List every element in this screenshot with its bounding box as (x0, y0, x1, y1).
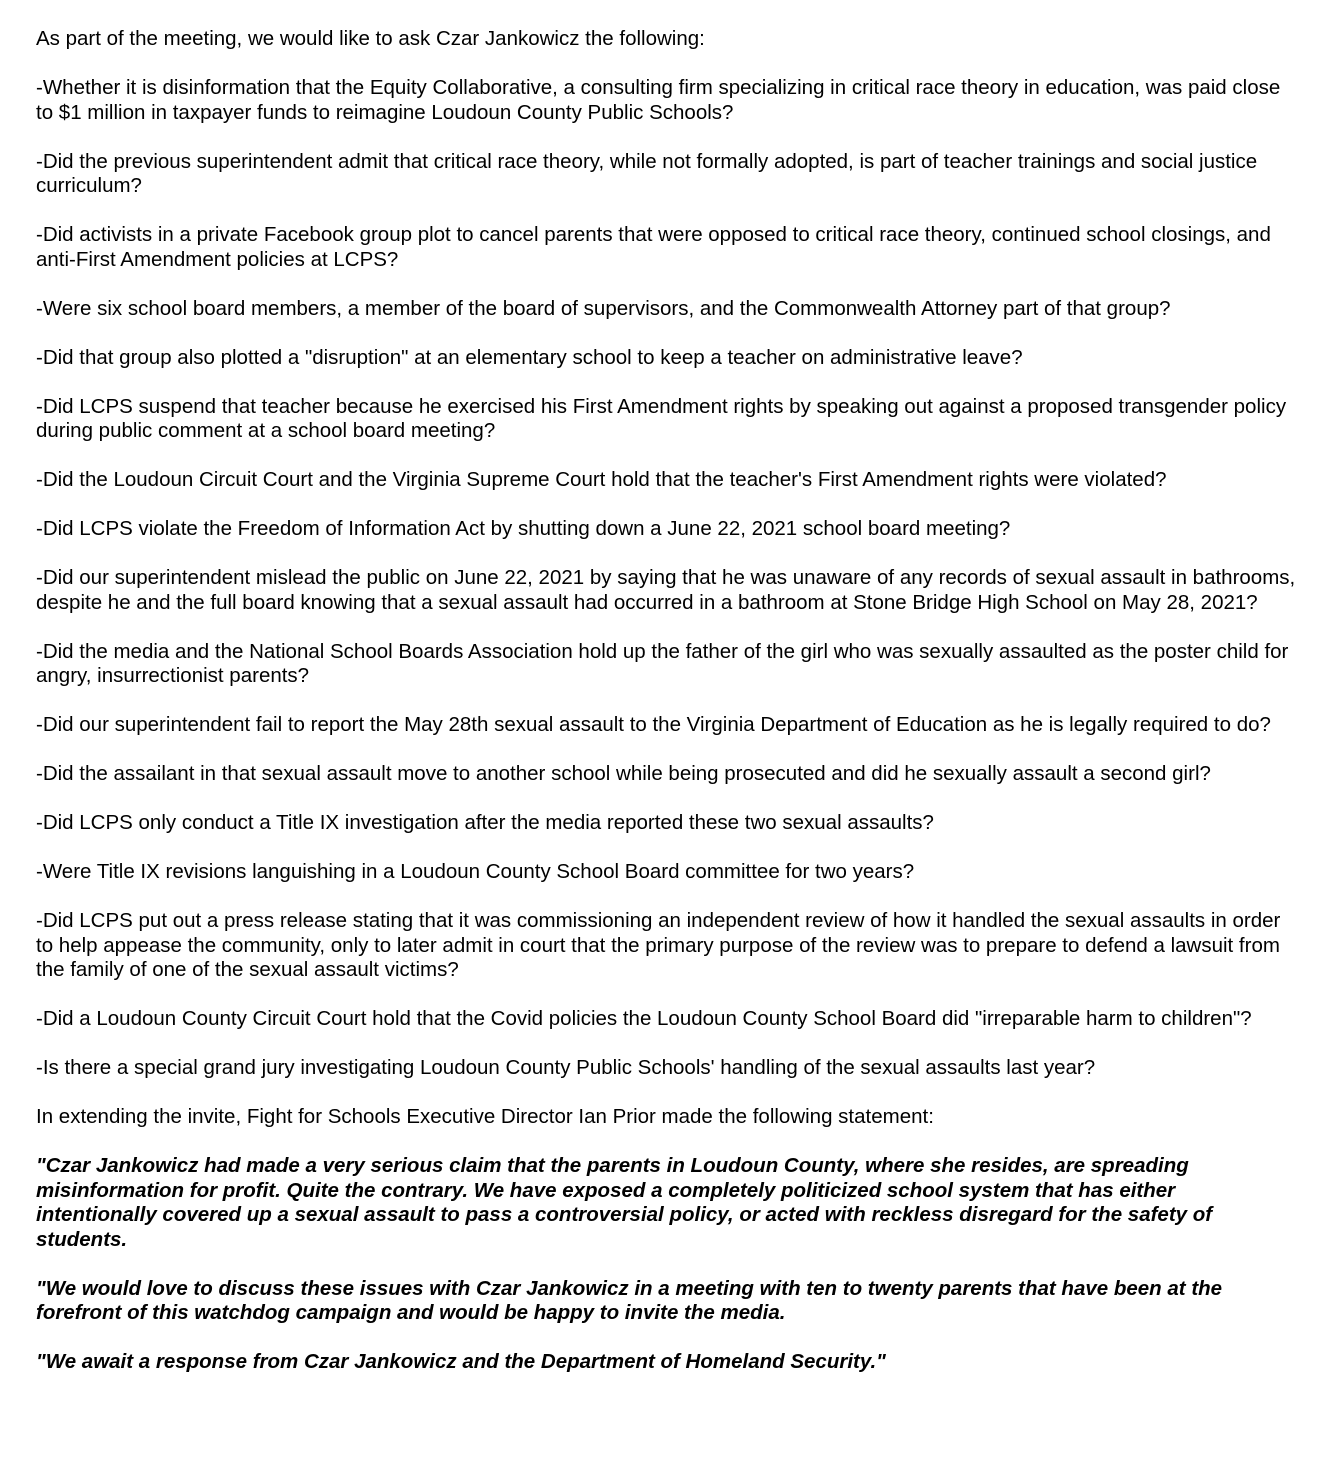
question-paragraph: -Did LCPS only conduct a Title IX investigation after the media reported these two sexual assaults? (36, 811, 934, 834)
statement-intro-paragraph: In extending the invite, Fight for Schools Executive Director Ian Prior made the following statement: (36, 1105, 934, 1128)
question-paragraph: -Were Title IX revisions languishing in a Loudoun County School Board committee for two years? (36, 860, 915, 883)
question-paragraph: -Did that group also plotted a "disruption" at an elementary school to keep a teacher on administrative leave? (36, 345, 1023, 369)
question-paragraph: -Did LCPS put out a press release stating that it was commissioning an independent review of how it handled the sexual assaults in order to help appease the community, only to later admit in court that the primary purpose of the review was to prepare to defend a lawsuit from the family of one of the sexual assault victims? (36, 909, 1281, 981)
question-paragraph: -Did LCPS suspend that teacher because he exercised his First Amendment rights by speaking out against a proposed transgender policy during public comment at a school board meeting? (36, 394, 1287, 442)
question-paragraph: -Whether it is disinformation that the Equity Collaborative, a consulting firm specializing in critical race theory in education, was paid close to $1 million in taxpayer funds to reimagine Loudoun County Public Schools? (36, 76, 1281, 124)
question-paragraph: -Is there a special grand jury investigating Loudoun County Public Schools' handling of the sexual assaults last year? (36, 1056, 1096, 1079)
document-body (36, 27, 1298, 1375)
quote-paragraph: "We would love to discuss these issues with Czar Jankowicz in a meeting with ten to twenty parents that have been at the forefront of this watchdog campaign and would be happy to invite the media. (36, 1276, 1223, 1324)
question-paragraph: -Did LCPS violate the Freedom of Information Act by shutting down a June 22, 2021 school board meeting? (36, 517, 1011, 540)
quote-paragraph: "Czar Jankowicz had made a very serious claim that the parents in Loudoun County, where she resides, are spreading misinformation for profit. Quite the contrary. We have exposed a completely politicized school system that has either intentionally covered up a sexual assault to pass a controversial policy, or acted with reckless disregard for the safety of students. (36, 1154, 1213, 1251)
question-paragraph: -Did a Loudoun County Circuit Court hold that the Covid policies the Loudoun County School Board did "irreparable harm to children"? (36, 1007, 1252, 1030)
intro-paragraph: As part of the meeting, we would like to ask Czar Jankowicz the following: (36, 27, 705, 50)
question-paragraph: -Were six school board members, a member of the board of supervisors, and the Commonwealth Attorney part of that group? (36, 296, 1171, 320)
quote-paragraph: "We await a response from Czar Jankowicz and the Department of Homeland Security." (36, 1350, 886, 1373)
question-paragraph: -Did the previous superintendent admit that critical race theory, while not formally adopted, is part of teacher trainings and social justice curriculum? (36, 149, 1258, 197)
question-paragraph: -Did the assailant in that sexual assault move to another school while being prosecuted and did he sexually assault a second girl? (36, 762, 1211, 785)
question-paragraph: -Did the Loudoun Circuit Court and the Virginia Supreme Court hold that the teacher's First Amendment rights were violated? (36, 468, 1167, 491)
question-paragraph: -Did our superintendent mislead the public on June 22, 2021 by saying that he was unaware of any records of sexual assault in bathrooms, despite he and the full board knowing that a sexual assault had occurred in a bathroom at Stone Bridge High School on May 28, 2021? (36, 566, 1296, 614)
question-paragraph: -Did our superintendent fail to report the May 28th sexual assault to the Virginia Department of Education as he is legally required to do? (36, 713, 1271, 736)
question-paragraph: -Did the media and the National School Boards Association hold up the father of the girl who was sexually assaulted as the poster child for angry, insurrectionist parents? (36, 639, 1289, 687)
question-paragraph: -Did activists in a private Facebook group plot to cancel parents that were opposed to critical race theory, continued school closings, and anti-First Amendment policies at LCPS? (36, 223, 1271, 271)
